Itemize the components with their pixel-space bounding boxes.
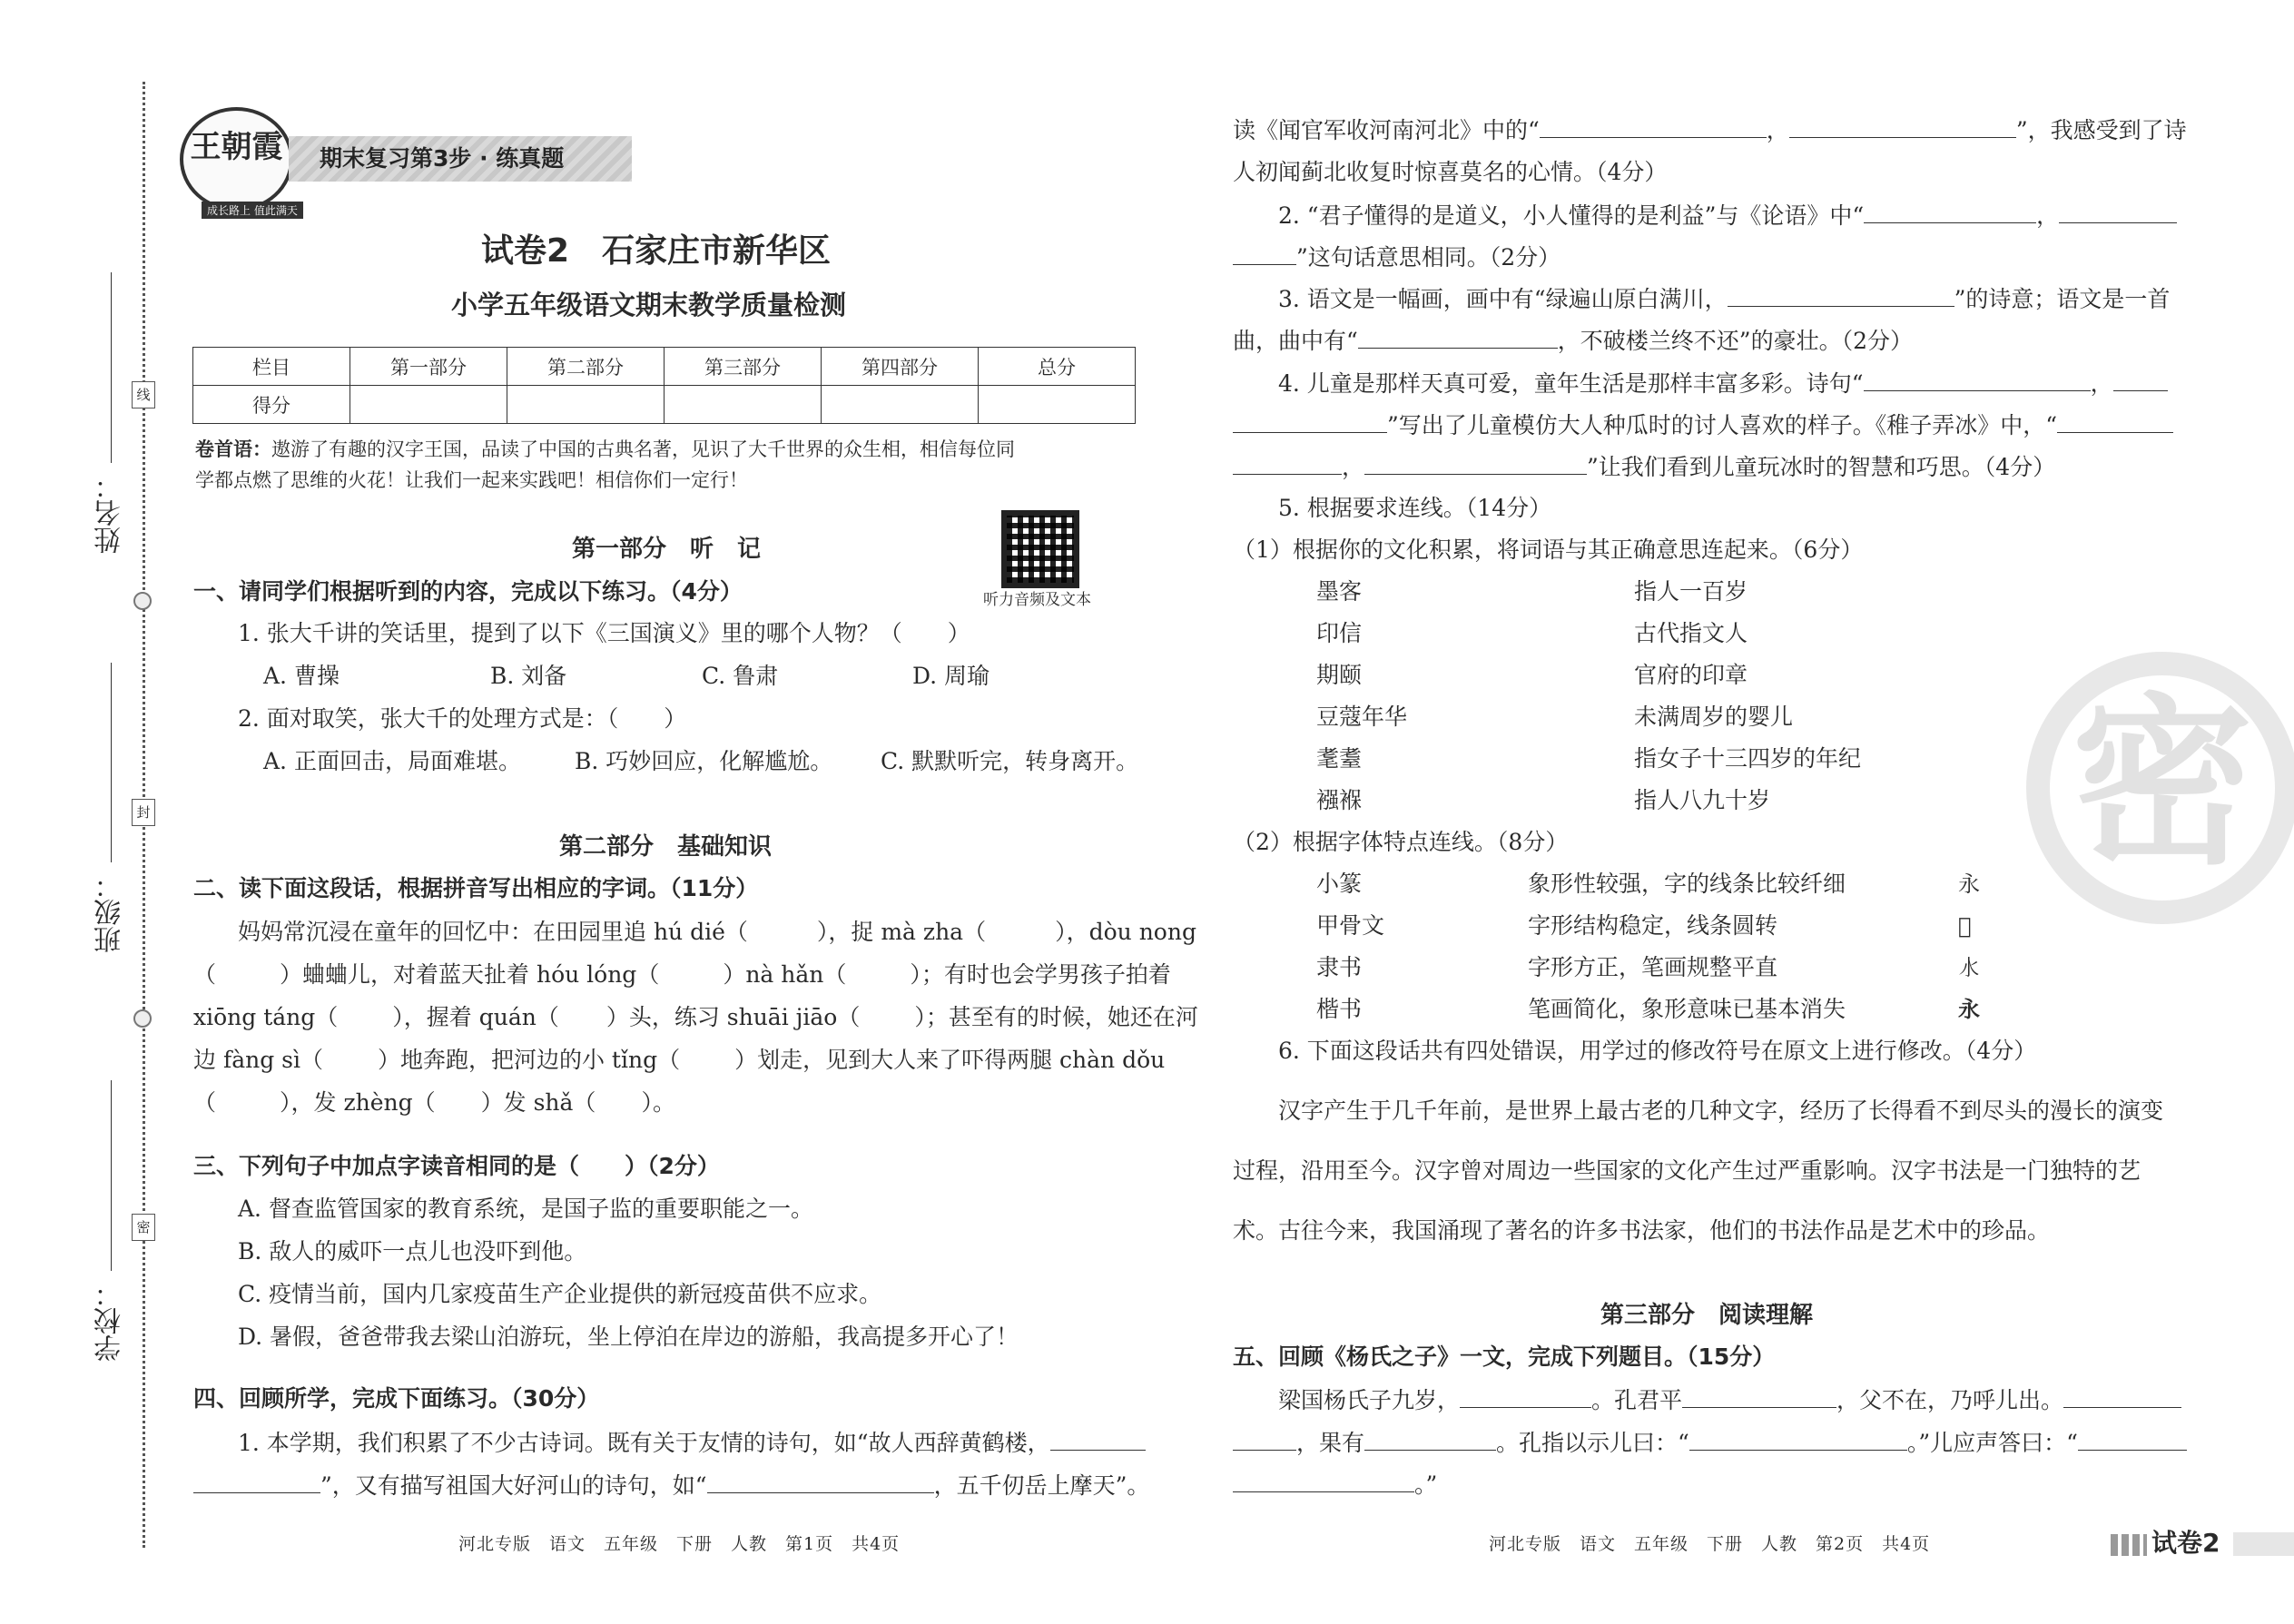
school-field-label: 学校： xyxy=(94,1280,126,1362)
binding-label-feng: 封 xyxy=(132,799,155,826)
q1-2-option-c[interactable]: C. 默默听完，转身离开。 xyxy=(881,748,1139,774)
q4-5-1: （1）根据你的文化积累，将词语与其正确意思连起来。（6分） xyxy=(1233,536,1864,563)
answer-blank[interactable] xyxy=(1233,451,1342,475)
q4-4-text: ”写出了儿童模仿大人种瓜时的讨人喜欢的样子。《稚子弄冰》中，“ xyxy=(1387,412,2058,438)
q3-option-a[interactable]: A. 督查监管国家的教育系统，是国子监的重要职能之一。 xyxy=(238,1196,813,1222)
answer-blank[interactable] xyxy=(1233,1469,1414,1492)
q4-3-line-2 xyxy=(1233,325,1913,357)
answer-blank[interactable] xyxy=(1540,114,1767,138)
q5-text: 。” xyxy=(1414,1471,1438,1498)
q4-6-para-3[interactable]: 术。古往今来，我国涌现了著名的许多书法家，他们的书法作品是艺术中的珍品。 xyxy=(1233,1217,2051,1244)
qr-code[interactable] xyxy=(1001,510,1079,588)
q4-4-text: ”让我们看到儿童玩冰时的智慧和巧思。（4分） xyxy=(1587,454,2056,480)
match1-right-item[interactable]: 官府的印章 xyxy=(1634,662,1748,688)
q2-line-2 xyxy=(193,960,1171,990)
score-table-header-row xyxy=(193,348,1136,386)
match1-left-item[interactable]: 豆蔻年华 xyxy=(1316,704,1408,730)
q2-line-4 xyxy=(193,1045,1165,1076)
match2-left-item[interactable]: 楷书 xyxy=(1316,996,1363,1022)
logo-text: 王朝霞 xyxy=(190,129,283,165)
q1-1-option-a[interactable]: A. 曹操 xyxy=(263,663,340,689)
q4-3-line-1 xyxy=(1278,283,2170,315)
match2-left-item[interactable]: 小篆 xyxy=(1316,871,1363,897)
q1-2: 2. 面对取笑，张大千的处理方式是：（ ） xyxy=(238,705,687,732)
answer-blank[interactable] xyxy=(1364,1427,1496,1451)
q1-2-option-a[interactable]: A. 正面回击，局面难堪。 xyxy=(263,748,521,774)
q5-line-2 xyxy=(1233,1427,2187,1459)
paper-subtitle: 小学五年级语文期末教学质量检测 xyxy=(451,290,847,320)
q2-text: ）nà hǎn（ xyxy=(723,961,847,988)
score-cell[interactable] xyxy=(507,386,665,424)
r-line-1: 读《闻官军收河南河北》中的“ ， ”，我感受到了诗 xyxy=(1233,114,2187,146)
answer-blank[interactable] xyxy=(2078,1427,2187,1451)
score-table-score-row xyxy=(193,386,1136,424)
answer-blank[interactable] xyxy=(1864,200,2036,223)
part3-title: 第三部分 阅读理解 xyxy=(1600,1302,1814,1329)
q5-text: ，果有 xyxy=(1296,1430,1365,1456)
paper-tag: 试卷2 xyxy=(2151,1528,2220,1558)
score-header-cell: 栏目 xyxy=(193,348,350,386)
answer-blank[interactable] xyxy=(1364,451,1587,475)
q2-text: ）划走，见到大人来了吓得两腿 chàn dǒu xyxy=(734,1047,1166,1073)
match1-right-item[interactable]: 指女子十三四岁的年纪 xyxy=(1634,745,1862,772)
q2-text: ）；甚至有的时候，她还在河 xyxy=(914,1004,1198,1030)
q5-text: 。”儿应声答曰：“ xyxy=(1906,1430,2078,1456)
q4-4-line-3: ， ”让我们看到儿童玩冰时的智慧和巧思。（4分） xyxy=(1233,451,2055,483)
answer-blank[interactable] xyxy=(193,1470,320,1493)
q2-line-1 xyxy=(238,917,1196,948)
match1-right-item[interactable]: 古代指文人 xyxy=(1634,620,1748,646)
answer-blank[interactable] xyxy=(1789,114,2016,138)
q2-text: ），捉 mà zha（ xyxy=(816,919,987,945)
q2-text: xiōng táng（ xyxy=(193,1004,339,1030)
q4-2-text: 2. “君子懂得的是道义，小人懂得的是利益”与《论语》中“ xyxy=(1278,202,1865,229)
q4-2-line-1: 2. “君子懂得的是道义，小人懂得的是利益”与《论语》中“ ， xyxy=(1278,200,2177,231)
answer-blank[interactable] xyxy=(1728,283,1954,307)
q2-text: （ xyxy=(193,961,217,988)
r-line-2: 人初闻蓟北收复时惊喜莫名的心情。（4分） xyxy=(1233,159,1668,185)
answer-blank[interactable] xyxy=(1358,325,1558,349)
binding-label-mi: 密 xyxy=(132,1214,155,1241)
intro-lead: 卷首语： xyxy=(195,438,271,460)
q4-3-text: ，不破楼兰终不还”的豪壮。（2分） xyxy=(1557,328,1913,354)
qr-caption: 听力音频及文本 xyxy=(983,591,1091,609)
binding-hole xyxy=(133,592,152,610)
q2-text: （ xyxy=(193,1089,217,1116)
banner-text: 期末复习第3步 · 练真题 xyxy=(320,145,565,172)
part1-title: 第一部分 听 记 xyxy=(572,536,762,563)
match2-mid-item[interactable]: 字形方正，笔画规整平直 xyxy=(1528,954,1778,980)
watermark-text: 密 xyxy=(2071,678,2253,890)
intro-text-1: 遨游了有趣的汉字王国，品读了中国的古典名著，见识了大千世界的众生相，相信每位同 xyxy=(271,438,1015,460)
answer-blank[interactable] xyxy=(1233,409,1387,433)
score-cell[interactable] xyxy=(822,386,979,424)
school-field-line[interactable] xyxy=(111,1080,112,1271)
q4-1-line-2 xyxy=(193,1470,1149,1501)
q4-3-text: 曲，曲中有“ xyxy=(1233,328,1358,354)
q4-4-line-2 xyxy=(1233,409,2173,441)
q3-title: 三、下列句子中加点字读音相同的是（ ）（2分） xyxy=(193,1153,720,1179)
q5-line-1 xyxy=(1278,1384,2181,1416)
q2-text: ）发 shǎ（ xyxy=(480,1089,596,1116)
q2-text: ），dòu nong xyxy=(1055,919,1196,945)
q5-text: 。孔指以示儿曰：“ xyxy=(1496,1430,1689,1456)
q1-title: 一、请同学们根据听到的内容，完成以下练习。（4分） xyxy=(193,578,743,605)
part2-title: 第二部分 基础知识 xyxy=(559,833,773,861)
answer-blank[interactable] xyxy=(2057,409,2173,433)
tag-dots xyxy=(2111,1534,2147,1556)
q1-1-option-b[interactable]: B. 刘备 xyxy=(490,663,567,689)
q1-1-option-d[interactable]: D. 周瑜 xyxy=(912,663,990,689)
answer-blank[interactable] xyxy=(2113,368,2168,391)
q5-line-3 xyxy=(1233,1469,1437,1501)
answer-blank[interactable] xyxy=(2063,1384,2181,1408)
q2-line-5 xyxy=(193,1088,675,1118)
q1-2-option-b[interactable]: B. 巧妙回应，化解尴尬。 xyxy=(575,748,833,774)
q4-1-text: ”，又有描写祖国大好河山的诗句，如“ xyxy=(320,1472,707,1499)
r-text: ”，我感受到了诗 xyxy=(2015,117,2187,143)
match1-left-item[interactable]: 期颐 xyxy=(1316,662,1363,688)
answer-blank[interactable] xyxy=(1233,1427,1296,1451)
answer-blank[interactable] xyxy=(2059,200,2177,223)
match2-mid-item[interactable]: 象形性较强，字的线条比较纤细 xyxy=(1528,871,1846,897)
match2-mid-item[interactable]: 笔画简化，象形意味已基本消失 xyxy=(1528,996,1846,1022)
q4-6-para-1[interactable]: 汉字产生于几千年前，是世界上最古老的几种文字，经历了长得看不到尽头的漫长的演变 xyxy=(1278,1097,2164,1124)
q2-text: 边 fàng sì（ xyxy=(193,1047,323,1073)
q2-text: ）蛐蛐儿，对着蓝天扯着 hóu lóng（ xyxy=(280,961,660,988)
score-cell[interactable] xyxy=(665,386,822,424)
match2-glyph-jiaguwen[interactable]: 𣱵 xyxy=(1958,913,1972,939)
answer-blank[interactable] xyxy=(1682,1384,1836,1408)
binding-hole xyxy=(133,1009,152,1028)
q4-5: 5. 根据要求连线。（14分） xyxy=(1278,495,1552,521)
paper-title: 试卷2 石家庄市新华区 xyxy=(481,232,832,270)
tag-bar xyxy=(2233,1532,2294,1556)
answer-blank[interactable] xyxy=(1460,1384,1591,1408)
class-field-label: 班级： xyxy=(94,871,126,953)
q4-5-2: （2）根据字体特点连线。（8分） xyxy=(1233,829,1569,855)
q4-1-line-1 xyxy=(238,1427,1146,1459)
q2-text: ）。 xyxy=(641,1089,675,1116)
q3-option-b[interactable]: B. 敌人的威吓一点儿也没吓到他。 xyxy=(238,1238,587,1265)
q3-option-c[interactable]: C. 疫情当前，国内几家疫苗生产企业提供的新冠疫苗供不应求。 xyxy=(238,1281,882,1307)
q5-text: 。孔君平 xyxy=(1591,1387,1683,1413)
q1-1-option-c[interactable]: C. 鲁肃 xyxy=(702,663,779,689)
score-row-label: 得分 xyxy=(193,386,350,424)
class-field-line[interactable] xyxy=(111,663,112,862)
name-field-line[interactable] xyxy=(111,272,112,463)
q4-3-text: 3. 语文是一幅画，画中有“绿遍山原白满川， xyxy=(1278,286,1728,312)
match2-left-item[interactable]: 隶书 xyxy=(1316,954,1363,980)
footer-left: 河北专版 语文 五年级 下册 人教 第1页 共4页 xyxy=(458,1534,901,1554)
q4-6-para-2[interactable]: 过程，沿用至今。汉字曾对周边一些国家的文化产生过严重影响。汉字书法是一门独特的艺 xyxy=(1233,1157,2141,1184)
r-text: 读《闻官军收河南河北》中的“ xyxy=(1233,117,1540,143)
binding-label-xian: 线 xyxy=(132,381,155,408)
score-header-cell: 第一部分 xyxy=(350,348,507,386)
q4-1-text: ，五千仞岳上摩天”。 xyxy=(933,1472,1150,1499)
q2-line-3 xyxy=(193,1002,1198,1033)
intro-line-1 xyxy=(195,434,1015,465)
answer-blank[interactable] xyxy=(1689,1427,1907,1451)
watermark-seal xyxy=(2026,652,2294,924)
q4-4-text: 4. 儿童是那样天真可爱，童年生活是那样丰富多彩。诗句“ xyxy=(1278,370,1864,397)
match1-left-item[interactable]: 耄耋 xyxy=(1316,745,1363,772)
answer-blank[interactable] xyxy=(1233,241,1296,265)
q2-text: ）头，练习 shuāi jiāo（ xyxy=(605,1004,861,1030)
match2-mid-item[interactable]: 字形结构稳定，线条圆转 xyxy=(1528,912,1778,939)
footer-right: 河北专版 语文 五年级 下册 人教 第2页 共4页 xyxy=(1489,1534,1931,1554)
q2-text: ），握着 quán（ xyxy=(392,1004,559,1030)
match1-left-item[interactable]: 襁褓 xyxy=(1316,787,1363,813)
match2-glyph-kaishu[interactable]: 永 xyxy=(1958,997,1980,1022)
q1-1: 1. 张大千讲的笑话里，提到了以下《三国演义》里的哪个人物？（ ） xyxy=(238,620,970,646)
match2-left-item[interactable]: 甲骨文 xyxy=(1316,912,1385,939)
q4-6: 6. 下面这段话共有四处错误，用学过的修改符号在原文上进行修改。（4分） xyxy=(1278,1038,2037,1064)
match1-right-item[interactable]: 指人八九十岁 xyxy=(1634,787,1771,813)
match1-right-item[interactable]: 未满周岁的婴儿 xyxy=(1634,704,1794,730)
answer-blank[interactable] xyxy=(707,1470,934,1493)
match2-glyph-xiaozhuan[interactable]: 永 xyxy=(1958,871,1980,897)
q2-text: 妈妈常沉浸在童年的回忆中：在田园里追 hú dié（ xyxy=(238,919,748,945)
score-header-cell: 总分 xyxy=(979,348,1136,386)
q5-text: 梁国杨氏子九岁， xyxy=(1278,1387,1461,1413)
answer-blank[interactable] xyxy=(1864,368,2091,391)
match1-right-item[interactable]: 指人一百岁 xyxy=(1634,578,1748,605)
intro-line-2: 学都点燃了思维的火花！让我们一起来实践吧！相信你们一定行！ xyxy=(195,469,748,491)
q2-text: ）；有时也会学男孩子拍着 xyxy=(910,961,1171,988)
score-header-cell: 第三部分 xyxy=(665,348,822,386)
logo-badge xyxy=(180,107,293,212)
q4-title: 四、回顾所学，完成下面练习。（30分） xyxy=(193,1385,600,1412)
name-field-label: 姓名： xyxy=(94,472,126,554)
score-cell[interactable] xyxy=(979,386,1136,424)
q2-text: ）地奔跑，把河边的小 tǐng（ xyxy=(377,1047,681,1073)
q4-2-line-2 xyxy=(1233,241,1561,273)
q2-text: ），发 zhèng（ xyxy=(280,1089,436,1116)
answer-blank[interactable] xyxy=(1050,1427,1146,1451)
score-header-cell: 第二部分 xyxy=(507,348,665,386)
match1-left-item[interactable]: 墨客 xyxy=(1316,578,1363,605)
q3-option-d[interactable]: D. 暑假，爸爸带我去梁山泊游玩，坐上停泊在岸边的游船，我高提多开心了！ xyxy=(238,1324,1019,1350)
score-table xyxy=(192,347,1136,424)
q4-3-text: ”的诗意；语文是一首 xyxy=(1954,286,2171,312)
q5-title: 五、回顾《杨氏之子》一文，完成下列题目。（15分） xyxy=(1233,1343,1776,1370)
score-header-cell: 第四部分 xyxy=(822,348,979,386)
q4-4-line-1: 4. 儿童是那样天真可爱，童年生活是那样丰富多彩。诗句“ ， xyxy=(1278,368,2168,399)
match2-glyph-lishu[interactable]: 𣱱 xyxy=(1958,955,1980,980)
q4-1-text: 1. 本学期，我们积累了不少古诗词。既有关于友情的诗句，如“故人西辞黄鹤楼， xyxy=(238,1430,1050,1456)
match1-left-item[interactable]: 印信 xyxy=(1316,620,1363,646)
q4-2-text: ”这句话意思相同。（2分） xyxy=(1296,244,1561,271)
q2-title: 二、读下面这段话，根据拼音写出相应的字词。（11分） xyxy=(193,875,759,901)
q5-text: ，父不在，乃呼儿出。 xyxy=(1836,1387,2064,1413)
score-cell[interactable] xyxy=(350,386,507,424)
logo-motto: 成长路上 值此满天 xyxy=(202,202,303,219)
